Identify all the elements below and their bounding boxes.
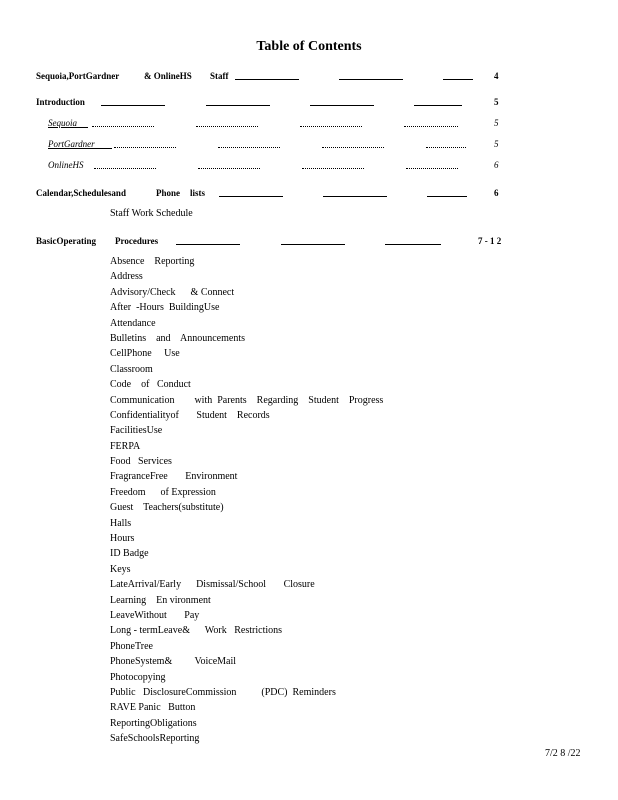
list-item[interactable] <box>90 670 383 685</box>
list-item[interactable] <box>90 685 383 700</box>
list-item[interactable] <box>90 623 383 638</box>
toc-entry-onlinehs[interactable] <box>48 160 506 174</box>
list-item-label: Absence Reporting <box>110 256 195 267</box>
leader-rule <box>72 127 88 128</box>
list-item-label: FERPA <box>110 440 141 452</box>
list-item[interactable] <box>90 393 383 408</box>
list-item[interactable] <box>90 408 383 423</box>
list-item-label: RAVE Panic Button <box>110 702 196 714</box>
list-item[interactable] <box>90 377 383 392</box>
toc-entry-introduction[interactable] <box>36 97 506 111</box>
leader-rule <box>176 244 240 245</box>
list-item-label: Keys <box>110 563 131 575</box>
list-item-label: Advisory/Check & Connect <box>110 286 235 298</box>
list-item[interactable] <box>90 300 383 315</box>
list-item[interactable] <box>90 654 383 669</box>
list-item-label: FacilitiesUse <box>110 425 163 437</box>
leader-dots <box>196 126 258 127</box>
toc-text: Sequoia,PortGardner <box>36 71 120 81</box>
list-item[interactable] <box>90 206 193 221</box>
toc-text: Phone <box>156 188 181 198</box>
page-title: Table of Contents <box>256 39 362 54</box>
list-item-label: LeaveWithout Pay <box>110 609 200 621</box>
leader-rule <box>101 105 165 106</box>
toc-text: lists <box>190 188 206 198</box>
page-number: 4 <box>494 71 499 81</box>
list-item-label: Confidentialityof Student Records <box>110 409 270 421</box>
list-item-label: PhoneSystem& VoiceMail <box>110 656 237 668</box>
toc-text: & OnlineHS <box>144 71 192 81</box>
leader-rule <box>427 196 467 197</box>
list-item[interactable] <box>90 346 383 361</box>
list-item[interactable] <box>90 593 383 608</box>
leader-rule <box>323 196 387 197</box>
list-item-label: Staff Work Schedule <box>110 208 193 219</box>
list-item-label: FragranceFree Environment <box>110 471 238 483</box>
list-item-label: ReportingObligations <box>110 717 197 729</box>
leader-rule <box>235 79 299 80</box>
toc-entry-sequoia[interactable] <box>48 118 506 132</box>
toc-text: OnlineHS <box>48 160 84 170</box>
list-item-label: Freedom of Expression <box>110 486 216 498</box>
list-item-label: Bulletins and Announcements <box>110 332 245 344</box>
list-item[interactable] <box>90 700 383 715</box>
page-number: 6 <box>494 160 499 170</box>
leader-dots <box>218 147 280 148</box>
toc-text: Calendar,Schedulesand <box>36 188 126 198</box>
staff-items-list <box>90 206 193 221</box>
page-number: 6 <box>494 188 499 198</box>
list-item-label: Hours <box>110 533 135 545</box>
footer-date: 7/2 8 /22 <box>545 748 581 759</box>
list-item[interactable] <box>90 469 383 484</box>
leader-rule <box>206 105 270 106</box>
toc-text: BasicOperating <box>36 236 96 246</box>
leader-dots <box>114 147 176 148</box>
leader-rule <box>443 79 473 80</box>
list-item[interactable] <box>90 516 383 531</box>
leader-rule <box>414 105 462 106</box>
list-item[interactable] <box>90 331 383 346</box>
list-item-label: ID Badge <box>110 548 149 560</box>
list-item-label: Attendance <box>110 317 156 329</box>
list-item[interactable] <box>90 316 383 331</box>
leader-dots <box>94 168 156 169</box>
list-item[interactable] <box>90 362 383 377</box>
toc-entry-calendar[interactable] <box>36 188 506 202</box>
page-number: 5 <box>494 118 499 128</box>
list-item-label: Public DisclosureCommission (PDC) Reminders <box>110 686 336 698</box>
leader-rule <box>219 196 283 197</box>
list-item[interactable] <box>90 546 383 561</box>
list-item[interactable] <box>90 485 383 500</box>
list-item-label: CellPhone Use <box>110 348 180 360</box>
leader-rule <box>339 79 403 80</box>
list-item[interactable] <box>90 500 383 515</box>
list-item-label: SafeSchoolsReporting <box>110 733 200 745</box>
list-item[interactable] <box>90 531 383 546</box>
toc-text: Procedures <box>115 236 159 246</box>
leader-dots <box>198 168 260 169</box>
list-item[interactable] <box>90 285 383 300</box>
leader-rule <box>84 148 112 149</box>
leader-dots <box>406 168 458 169</box>
page-number: 5 <box>494 139 499 149</box>
toc-entry-basic-operating[interactable] <box>36 236 506 250</box>
list-item[interactable] <box>90 716 383 731</box>
toc-text: Staff <box>210 71 229 81</box>
list-item-label: Long - termLeave& Work Restrictions <box>110 625 283 637</box>
leader-dots <box>322 147 384 148</box>
list-item-label: Photocopying <box>110 671 166 683</box>
leader-dots <box>302 168 364 169</box>
list-item-label: Communication with Parents Regarding Student Progress <box>110 394 384 406</box>
list-item-label: Code of Conduct <box>110 379 191 391</box>
list-item[interactable] <box>90 269 383 284</box>
list-item-label: PhoneTree <box>110 640 153 652</box>
list-item[interactable] <box>90 731 383 746</box>
list-item-label: Address <box>110 271 143 283</box>
toc-text: PortGardner <box>48 139 95 149</box>
leader-dots <box>426 147 466 148</box>
list-item-label: LateArrival/Early Dismissal/School Closure <box>110 579 315 591</box>
toc-text: Sequoia <box>48 118 77 128</box>
list-item-label: After -Hours BuildingUse <box>110 302 220 314</box>
leader-dots <box>404 126 458 127</box>
list-item-label: Food Services <box>110 456 172 468</box>
toc-entry-portgardner[interactable] <box>48 139 506 153</box>
list-item[interactable] <box>90 562 383 577</box>
list-item[interactable] <box>90 639 383 654</box>
list-item[interactable] <box>90 254 383 269</box>
procedure-items-list <box>90 254 383 747</box>
leader-rule <box>281 244 345 245</box>
leader-rule <box>310 105 374 106</box>
list-item[interactable] <box>90 439 383 454</box>
list-item-label: Classroom <box>110 363 153 375</box>
list-item[interactable] <box>90 454 383 469</box>
list-item[interactable] <box>90 577 383 592</box>
toc-text: Introduction <box>36 97 85 107</box>
list-item-label: Guest Teachers(substitute) <box>110 502 224 514</box>
list-item[interactable] <box>90 608 383 623</box>
page-number: 5 <box>494 97 499 107</box>
leader-rule <box>385 244 441 245</box>
leader-dots <box>300 126 362 127</box>
leader-dots <box>92 126 154 127</box>
list-item[interactable] <box>90 423 383 438</box>
list-item-label: Learning En vironment <box>110 594 211 606</box>
toc-entry-staff[interactable] <box>36 71 506 85</box>
page-number: 7 - 1 2 <box>478 236 502 246</box>
list-item-label: Halls <box>110 517 132 529</box>
